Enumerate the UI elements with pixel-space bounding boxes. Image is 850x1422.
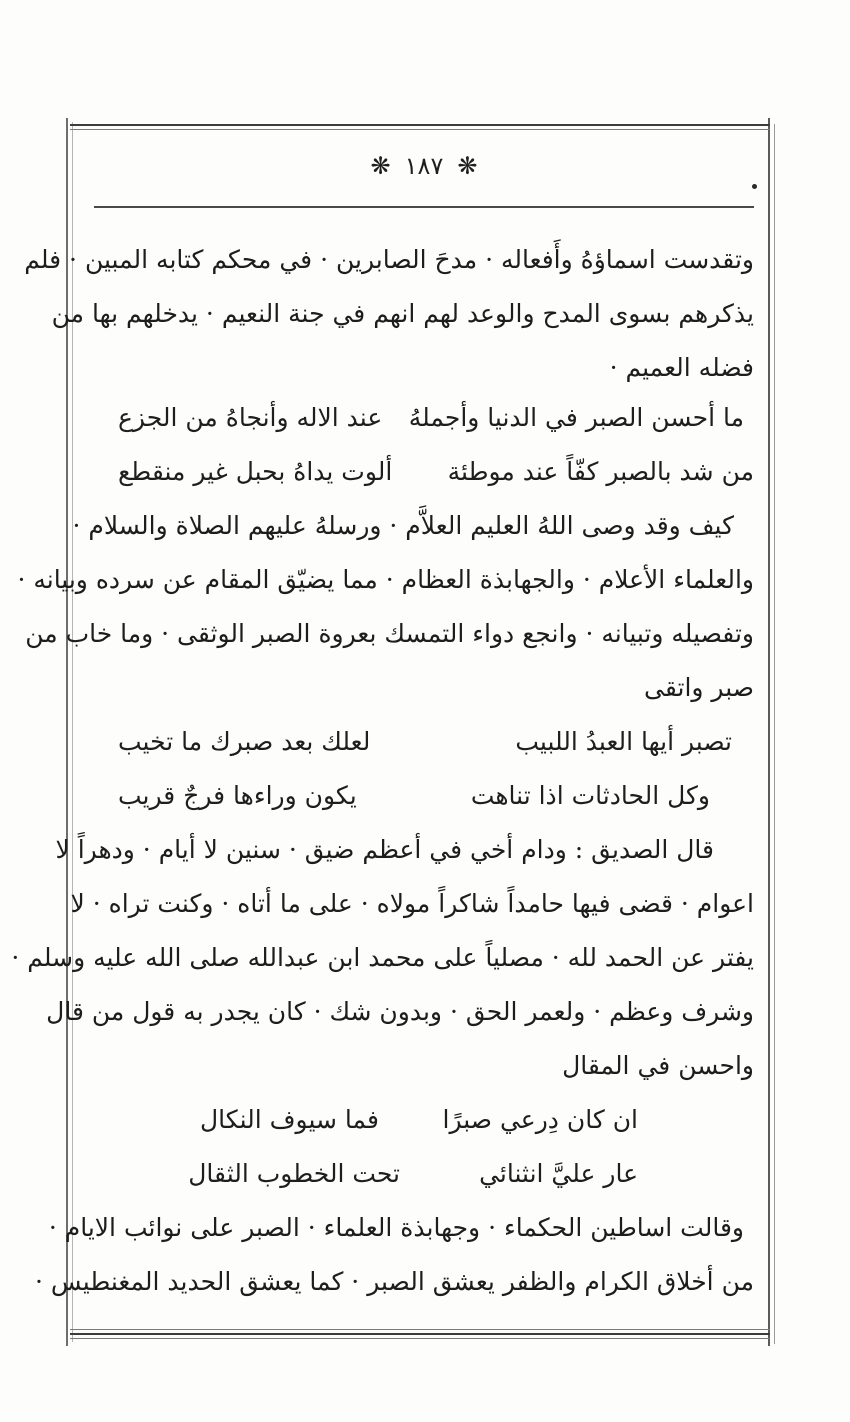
verse-hemistich: من شد بالصبر كفّاً عند موطئة	[447, 457, 754, 486]
header-rule	[94, 206, 754, 208]
verse-hemistich: وكل الحادثات اذا تناهت	[470, 781, 710, 810]
top-rule	[70, 124, 770, 126]
verse-hemistich: فما سيوف النكال	[200, 1105, 379, 1134]
page-frame-right	[768, 118, 770, 1346]
ornament-icon-left: ❋	[370, 152, 391, 180]
verse-hemistich: ما أحسن الصبر في الدنيا وأجملهُ	[408, 403, 744, 432]
bottom-rule-thin	[70, 1338, 770, 1339]
text-line: فضله العميم ·	[609, 353, 754, 382]
ornament-icon-right: ❋	[457, 152, 478, 180]
verse-hemistich: ان كان دِرعي صبرًا	[442, 1105, 638, 1134]
page-frame-right-inner	[774, 124, 775, 1344]
text-line: من أخلاق الكرام والظفر يعشق الصبر · كما يعشق الحديد المغنطيس ·	[35, 1267, 754, 1296]
bottom-rule	[70, 1333, 770, 1335]
verse-hemistich: تصبر أيها العبدُ اللبيب	[515, 727, 732, 756]
verse-hemistich: يكون وراءها فرجٌ قريب	[118, 781, 357, 810]
bottom-rule-thin	[70, 1329, 770, 1330]
text-line: وقالت اساطين الحكماء · وجهابذة العلماء · الصبر على نوائب الايام ·	[48, 1213, 744, 1242]
text-line: وشرف وعظم · ولعمر الحق · وبدون شك · كان يجدر به قول من قال	[46, 997, 754, 1026]
text-line: كيف وقد وصى اللهُ العليم العلاَّم · ورسلهُ عليهم الصلاة والسلام ·	[72, 511, 734, 540]
text-line: وتفصيله وتبيانه · وانجع دواء التمسك بعروة الصبر الوثقى · وما خاب من	[25, 619, 754, 648]
text-line: اعوام · قضى فيها حامداً شاكراً مولاه · على ما أتاه · وكنت تراه · لا	[70, 889, 754, 918]
top-rule-thin	[70, 129, 770, 130]
text-line: واحسن في المقال	[562, 1051, 754, 1080]
verse-hemistich: عند الاله وأنجاهُ من الجزع	[118, 403, 383, 432]
text-line: يفتر عن الحمد لله · مصلياً على محمد ابن عبدالله صلى الله عليه وسلم ·	[11, 943, 754, 972]
text-line: وتقدست اسماؤهُ وأَفعاله · مدحَ الصابرين · في محكم كتابه المبين · فلم	[24, 245, 754, 274]
verse-hemistich: تحت الخطوب الثقال	[188, 1159, 400, 1188]
margin-dot	[752, 184, 757, 189]
text-line: يذكرهم بسوى المدح والوعد لهم انهم في جنة النعيم · يدخلهم بها من	[51, 299, 754, 328]
text-line: صبر واتقى	[644, 673, 754, 702]
text-line: والعلماء الأعلام · والجهابذة العظام · مما يضيّق المقام عن سرده وبيانه ·	[17, 565, 754, 594]
verse-hemistich: ألوت يداهُ بحبل غير منقطع	[118, 457, 393, 486]
page-header	[94, 146, 754, 186]
text-line: قال الصديق : ودام أخي في أعظم ضيق · سنين لا أيام · ودهراً لا	[55, 835, 714, 864]
verse-hemistich: عار عليَّ انثنائي	[479, 1159, 638, 1188]
verse-hemistich: لعلك بعد صبرك ما تخيب	[118, 727, 371, 756]
page-number: ١٨٧	[404, 152, 444, 180]
